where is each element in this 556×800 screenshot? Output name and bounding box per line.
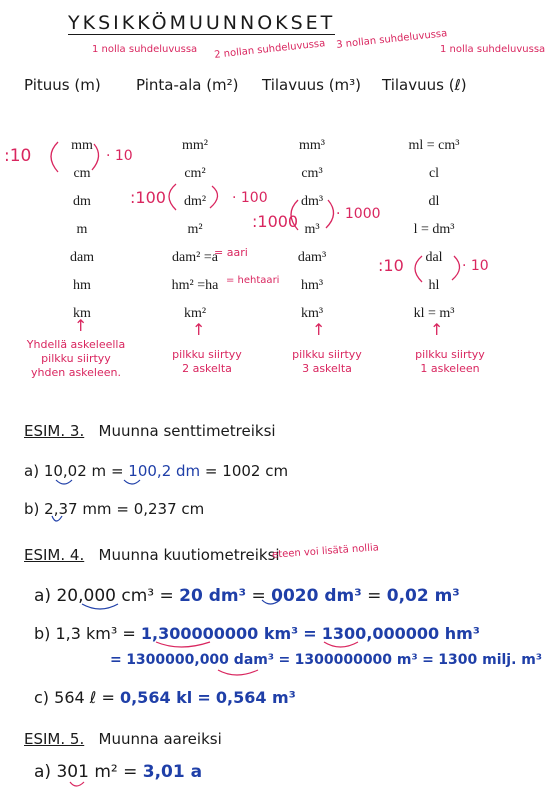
arrow-label-length: Yhdellä askeleella pilkku siirtyy yhden askeleen. bbox=[26, 338, 126, 379]
arrow-label-capacity: pilkku siirtyy 1 askeleen bbox=[415, 348, 485, 375]
factor-volume-mul: · 1000 bbox=[336, 206, 381, 222]
note-capacity: 1 nolla suhdeluvussa bbox=[440, 44, 546, 55]
unit-length: cm bbox=[73, 166, 91, 181]
unit-area: cm² bbox=[184, 166, 206, 181]
up-arrow-icon: ↑ bbox=[74, 316, 88, 335]
unit-volume: dm³ bbox=[300, 194, 324, 209]
example-4b-line1: b) 1,3 km³ = 1,300000000 km³ = 1300,000000 hm³ bbox=[34, 624, 480, 643]
example-4c: c) 564 ℓ = 0,564 kl = 0,564 m³ bbox=[34, 688, 296, 707]
up-arrow-icon: ↑ bbox=[430, 320, 444, 339]
unit-area: dam² =a bbox=[172, 250, 218, 265]
unit-length: dam bbox=[69, 250, 95, 265]
unit-area: mm² bbox=[182, 138, 208, 153]
example-5a: a) 301 m² = 3,01 a bbox=[34, 762, 203, 782]
aari-label: = aari bbox=[214, 246, 248, 259]
example-4b-line2: = 1300000,000 dam³ = 1300000000 m³ = 1300 milj. m³ bbox=[110, 652, 543, 668]
unit-capacity: dal bbox=[425, 250, 443, 265]
example-3-heading: ESIM. 3. Muunna senttimetreiksi bbox=[24, 422, 276, 440]
note-area: 2 nollan suhdeluvussa bbox=[213, 38, 326, 61]
hehtaari-label: = hehtaari bbox=[226, 275, 280, 286]
arrow-label-area: pilkku siirtyy 2 askelta bbox=[172, 348, 242, 375]
unit-area: km² bbox=[183, 306, 207, 321]
unit-volume: dam³ bbox=[297, 250, 327, 265]
example-3a: a) 10,02 m = 100,2 dm = 1002 cm bbox=[24, 462, 289, 480]
factor-length-mul: · 10 bbox=[106, 148, 133, 164]
factor-capacity-mul: · 10 bbox=[462, 258, 489, 274]
unit-capacity: l = dm³ bbox=[413, 222, 455, 237]
unit-area: dm² bbox=[183, 194, 207, 209]
example-4a: a) 20,000 cm³ = 20 dm³ = 0020 dm³ = 0,02 m³ bbox=[34, 586, 460, 606]
unit-capacity: hl bbox=[428, 278, 440, 293]
unit-capacity: cl bbox=[428, 166, 440, 181]
header-area: Pinta-ala (m²) bbox=[136, 76, 239, 94]
unit-volume: m³ bbox=[304, 222, 320, 237]
unit-volume: km³ bbox=[300, 306, 324, 321]
unit-capacity: ml = cm³ bbox=[408, 138, 460, 153]
example-5-heading: ESIM. 5. Muunna aareiksi bbox=[24, 730, 222, 748]
factor-area-mul: · 100 bbox=[232, 190, 268, 206]
unit-capacity: dl bbox=[428, 194, 440, 209]
unit-length: m bbox=[76, 222, 88, 237]
header-volume: Tilavuus (m³) bbox=[262, 76, 362, 94]
header-length: Pituus (m) bbox=[24, 76, 101, 94]
up-arrow-icon: ↑ bbox=[312, 320, 326, 339]
factor-length-div: :10 bbox=[4, 146, 32, 166]
factor-capacity-div: :10 bbox=[378, 256, 404, 275]
example-3b: b) 2,37 mm = 0,237 cm bbox=[24, 500, 205, 518]
unit-capacity: kl = m³ bbox=[413, 306, 455, 321]
up-arrow-icon: ↑ bbox=[192, 320, 206, 339]
page-title: YKSIKKÖMUUNNOKSET bbox=[68, 12, 336, 34]
unit-volume: cm³ bbox=[301, 166, 323, 181]
unit-area: hm² =ha bbox=[171, 278, 219, 293]
unit-length: km bbox=[73, 306, 91, 321]
note-volume: 3 nollan suhdeluvussa bbox=[335, 28, 448, 51]
unit-volume: hm³ bbox=[300, 278, 324, 293]
example-4-heading: ESIM. 4. Muunna kuutiometreiksi bbox=[24, 546, 280, 564]
factor-area-div: :100 bbox=[130, 188, 166, 207]
unit-volume: mm³ bbox=[299, 138, 325, 153]
example-4-note: eteen voi lisätä nollia bbox=[271, 542, 380, 561]
factor-volume-div: :1000 bbox=[252, 212, 299, 231]
note-length: 1 nolla suhdeluvussa bbox=[92, 44, 198, 55]
unit-length: mm bbox=[71, 138, 93, 153]
arrow-label-volume: pilkku siirtyy 3 askelta bbox=[292, 348, 362, 375]
unit-length: hm bbox=[73, 278, 91, 293]
unit-area: m² bbox=[187, 222, 203, 237]
unit-length: dm bbox=[73, 194, 91, 209]
header-capacity: Tilavuus (ℓ) bbox=[382, 76, 467, 94]
